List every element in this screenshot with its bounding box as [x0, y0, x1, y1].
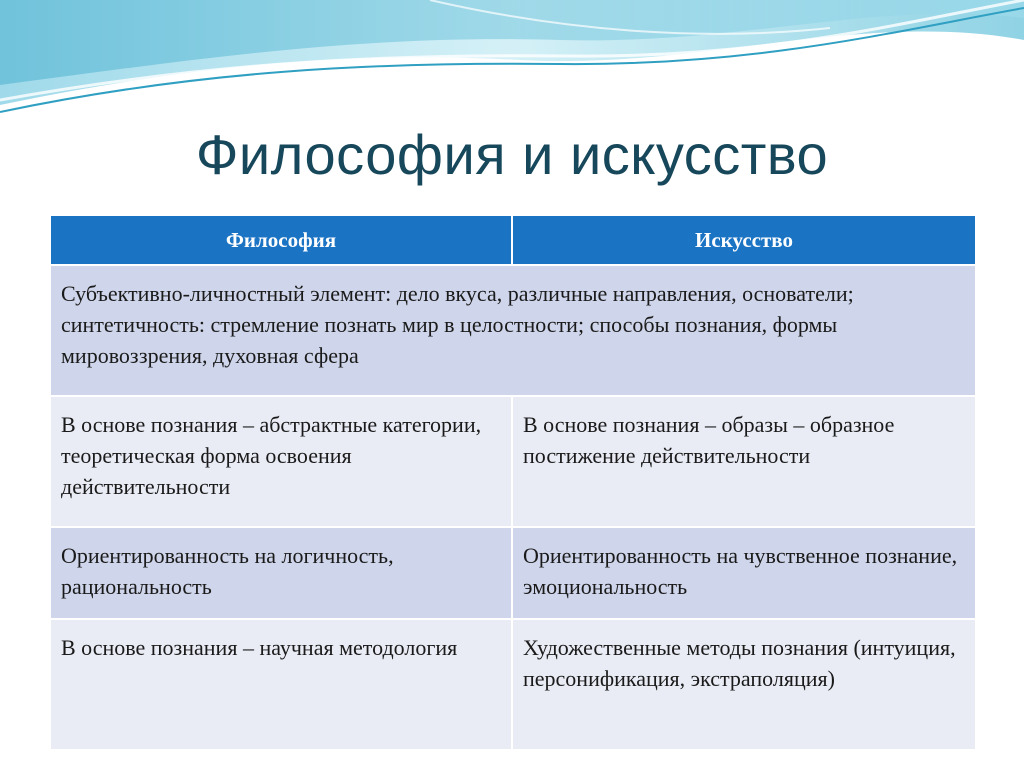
slide-title: Философия и искусство	[195, 123, 829, 186]
header-art: Искусство	[512, 215, 976, 265]
table-header-row	[50, 215, 976, 265]
philosophy-cell: В основе познания – абстрактные категории, теоретическая форма освоения действительности	[50, 396, 512, 527]
decorative-wave-header	[0, 0, 1024, 130]
philosophy-cell: Ориентированность на логичность, рациональность	[50, 527, 512, 619]
art-cell: Ориентированность на чувственное познание, эмоциональность	[512, 527, 976, 619]
table-row	[50, 396, 976, 527]
merged-common-cell: Субъективно-личностный элемент: дело вкуса, различные направления, основатели; синтетичность: стремление познать мир в целостности; способы познания, формы мировоззрения, духовная сфера	[50, 265, 976, 396]
header-philosophy: Философия	[50, 215, 512, 265]
art-cell: Художественные методы познания (интуиция, персонификация, экстраполяция)	[512, 619, 976, 750]
comparison-table	[49, 214, 977, 751]
table-row	[50, 619, 976, 750]
art-cell: В основе познания – образы – образное постижение действительности	[512, 396, 976, 527]
philosophy-cell: В основе познания – научная методология	[50, 619, 512, 750]
table-row	[50, 265, 976, 396]
table-row	[50, 527, 976, 619]
